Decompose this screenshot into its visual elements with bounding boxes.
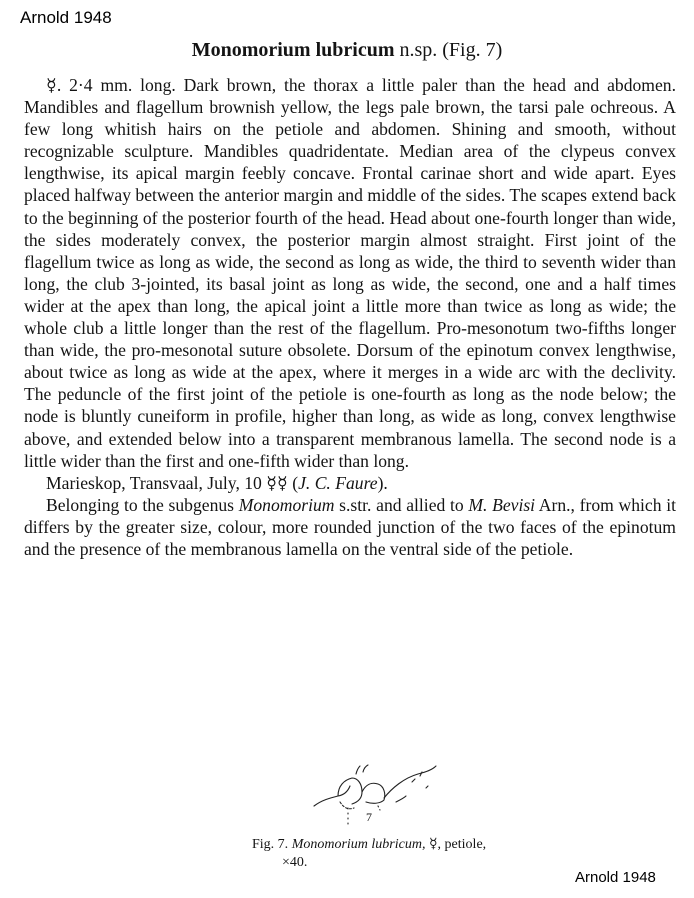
caption-prefix: Fig. 7. [252, 837, 292, 852]
remarks-species: M. Bevisi [468, 494, 536, 515]
petiole-drawing [300, 758, 450, 828]
species-title [0, 38, 694, 62]
species-description [24, 74, 676, 560]
figure-number-label: 7 [366, 810, 372, 824]
header-source-label: Arnold 1948 [20, 8, 112, 27]
caption-magnification: ×40. [282, 855, 308, 870]
remarks-text-2: s.str. and allied to [334, 494, 469, 515]
caption-sign: ☿, petiole, [425, 837, 487, 852]
caption-line-1 [252, 836, 592, 854]
remarks-text-3: Arn., from which it differs by the greater size, colour, more rounded junction of the two faces of the epinotum and the presence of the membranous lamella on the ventral side of the petiole. [24, 494, 676, 559]
collector-name: J. C. Faure [298, 472, 378, 493]
caption-species: Monomorium lubricum, [291, 837, 426, 852]
worker-sign: ☿ [46, 75, 57, 95]
title-suffix: n.sp. (Fig. 7) [394, 39, 503, 61]
locality-text: Marieskop, Transvaal, July, 10 ☿☿ ( [46, 472, 299, 493]
remarks-paragraph [24, 494, 676, 560]
remarks-genus: Monomorium [238, 494, 335, 515]
locality-paragraph [24, 472, 676, 494]
petiole-figure [300, 758, 450, 828]
description-paragraph [24, 74, 676, 472]
figure-caption [252, 836, 592, 872]
remarks-text-1: Belonging to the subgenus [46, 494, 239, 515]
description-text: . 2·4 mm. long. Dark brown, the thorax a little paler than the head and abdomen. Mandibles and flagellum brownish yellow, the legs pale brown, the tarsi pale ochreous. A few long whitish hairs on the petiole and abdomen. Shining and smooth, without recognizable sculpture. Mandibles quadridentate. Median area of the clypeus convex lengthwise, its apical margin feebly concave. Frontal carinae short and wide apart. Eyes placed halfway between the anterior margin and middle of the sides. The scapes extend back to the beginning of the posterior fourth of the head. Head about one-fourth longer than wide, the sides moderately convex, the posterior margin almost straight. First joint of the flagellum twice as long as wide, the second as long as wide, the third to seventh wider than long, the club 3-jointed, its basal joint as long as wide, the second, one and a half times wider at the apex than long, the apical joint a little more than twice as long as wide; the whole club a little longer than the rest of the flagellum. Pro-mesonotum two-fifths longer than wide, the pro-mesonotal suture obsolete. Dorsum of the epinotum convex lengthwise, about twice as long as wide at the apex, where it merges in a wide arc with the declivity. The peduncle of the first joint of the petiole is one-fourth as long as the node below; the node is bluntly cuneiform in profile, higher than long, as wide as long, convex lengthwise above, and extended below into a transparent membranous lamella. The second node is a little wider than the first and one-fifth wider than long. [24, 75, 676, 471]
footer-source-label: Arnold 1948 [575, 869, 656, 886]
species-name: Monomorium lubricum [191, 39, 395, 61]
locality-end: ). [377, 472, 388, 493]
